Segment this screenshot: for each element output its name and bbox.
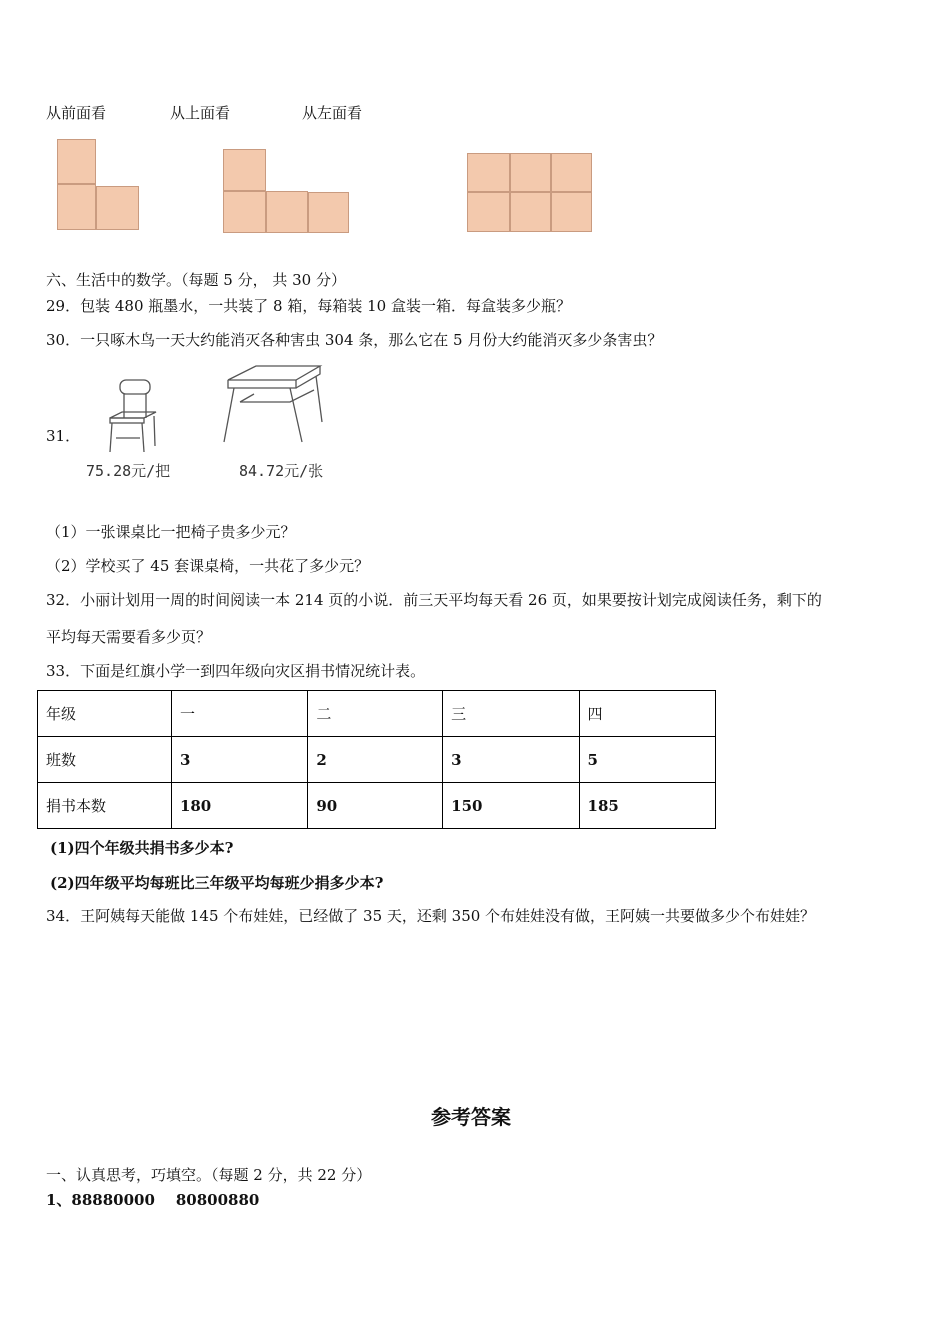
left-view-block bbox=[467, 153, 510, 192]
question-31-sub2: （2）学校买了 45 套课桌椅，一共花了多少元？ bbox=[46, 557, 370, 575]
left-view-label: 从左面看 bbox=[302, 104, 363, 122]
table-cell: 180 bbox=[171, 783, 307, 829]
question-30: 30．一只啄木鸟一天大约能消灭各种害虫 304 条，那么它在 5 月份大约能消灭多少条害虫？ bbox=[46, 331, 663, 349]
left-view-block bbox=[510, 192, 551, 232]
donation-table bbox=[37, 690, 716, 829]
left-view-block bbox=[510, 153, 551, 192]
front-view-block bbox=[57, 139, 96, 184]
table-header-row bbox=[38, 691, 716, 737]
answer-1: 1、88880000 80800880 bbox=[46, 1191, 260, 1209]
table-cell: 150 bbox=[443, 783, 579, 829]
answers-section1-heading: 一、认真思考，巧填空。（每题 2 分，共 22 分） bbox=[46, 1166, 372, 1184]
top-view-block bbox=[308, 192, 349, 233]
top-view-block bbox=[223, 149, 266, 191]
question-33-intro: 33．下面是红旗小学一到四年级向灾区捐书情况统计表。 bbox=[46, 662, 426, 680]
top-view-label: 从上面看 bbox=[170, 104, 231, 122]
table-row bbox=[38, 737, 716, 783]
table-cell: 3 bbox=[171, 737, 307, 783]
table-cell: 四 bbox=[579, 691, 715, 737]
table-cell: 2 bbox=[308, 737, 443, 783]
section6-heading: 六、生活中的数学。（每题 5 分， 共 30 分） bbox=[46, 271, 346, 289]
left-view-block bbox=[551, 153, 592, 192]
table-row bbox=[38, 783, 716, 829]
top-view-block bbox=[223, 191, 266, 233]
chair-price: 75.28元/把 bbox=[86, 462, 171, 480]
left-view-block bbox=[467, 192, 510, 232]
table-cell: 一 bbox=[171, 691, 307, 737]
table-cell: 年级 bbox=[38, 691, 172, 737]
table-cell: 90 bbox=[308, 783, 443, 829]
desk-price: 84.72元/张 bbox=[239, 462, 324, 480]
desk-illustration bbox=[220, 362, 324, 456]
table-cell: 二 bbox=[308, 691, 443, 737]
table-cell: 三 bbox=[443, 691, 579, 737]
question-32-line2: 平均每天需要看多少页？ bbox=[46, 628, 212, 646]
left-view-block bbox=[551, 192, 592, 232]
table-cell: 5 bbox=[579, 737, 715, 783]
question-31-number: 31． bbox=[46, 427, 81, 445]
question-34: 34．王阿姨每天能做 145 个布娃娃，已经做了 35 天，还剩 350 个布娃娃没有做，王阿姨一共要做多少个布娃娃？ bbox=[46, 907, 816, 925]
table-cell: 捐书本数 bbox=[38, 783, 172, 829]
question-33-sub2: (2)四年级平均每班比三年级平均每班少捐多少本? bbox=[50, 874, 384, 892]
answers-title: 参考答案 bbox=[431, 1105, 511, 1129]
question-29: 29．包装 480 瓶墨水，一共装了 8 箱，每箱装 10 盒装一箱．每盒装多少瓶？ bbox=[46, 297, 571, 315]
question-32-line1: 32．小丽计划用一周的时间阅读一本 214 页的小说．前三天平均每天看 26 页，如果要按计划完成阅读任务，剩下的 bbox=[46, 591, 822, 609]
question-31-sub1: （1）一张课桌比一把椅子贵多少元？ bbox=[46, 523, 296, 541]
front-view-block bbox=[57, 184, 96, 230]
table-cell: 班数 bbox=[38, 737, 172, 783]
front-view-block bbox=[96, 186, 139, 230]
top-view-block bbox=[266, 191, 308, 233]
table-cell: 185 bbox=[579, 783, 715, 829]
chair-illustration bbox=[100, 376, 162, 456]
question-33-sub1: (1)四个年级共捐书多少本? bbox=[50, 839, 234, 857]
front-view-label: 从前面看 bbox=[46, 104, 107, 122]
table-cell: 3 bbox=[443, 737, 579, 783]
